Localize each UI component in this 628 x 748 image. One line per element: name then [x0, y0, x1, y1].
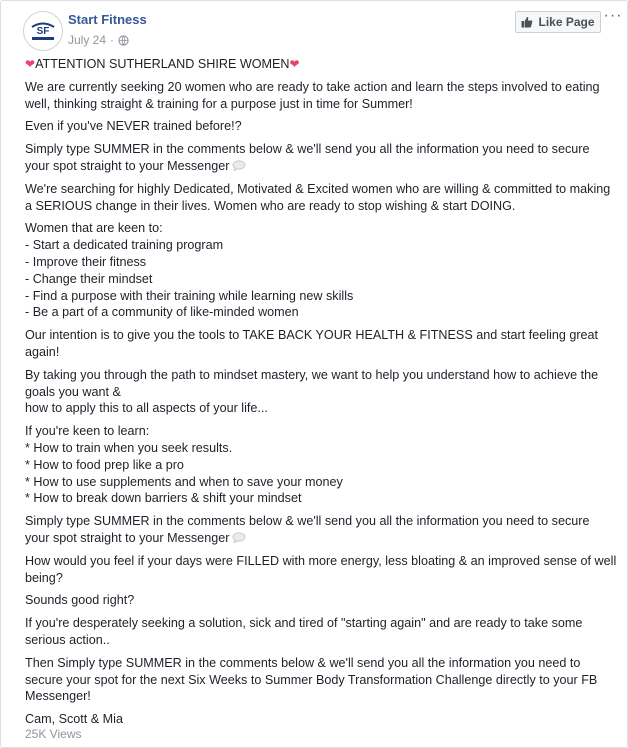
- post-paragraph: [25, 141, 617, 175]
- post-text: Even if you've NEVER trained before!?: [25, 119, 242, 134]
- heart-icon: ❤: [25, 57, 36, 71]
- speech-bubble-icon: [232, 160, 246, 171]
- page-name-link[interactable]: Start Fitness: [68, 12, 147, 27]
- post-text: ATTENTION SUTHERLAND SHIRE WOMEN: [35, 57, 290, 71]
- post-text-line: [25, 440, 617, 457]
- post-text-line: [25, 367, 617, 401]
- post-paragraph: [25, 181, 617, 215]
- start-fitness-logo: [24, 12, 62, 50]
- post-text-line: [25, 118, 617, 135]
- post-text-line: [25, 553, 617, 587]
- post-meta: [68, 33, 129, 47]
- post-text: Simply type SUMMER in the comments below & we'll send you all the information you need to secure your spot straight to your Messenger: [25, 142, 590, 173]
- post-header: [23, 7, 623, 51]
- post-paragraph: [25, 655, 617, 705]
- post-text: How would you feel if your days were FILLED with more energy, less bloating & an improved sense of well being?: [25, 553, 617, 585]
- post-text: If you're desperately seeking a solution, sick and tired of "starting again" and are ready to take some serious action..: [25, 616, 583, 647]
- post-text-line: [25, 79, 617, 113]
- post-text-line: [25, 288, 617, 305]
- post-text: * How to break down barriers & shift your mindset: [25, 491, 302, 506]
- post-text: We are currently seeking 20 women who are ready to take action and learn the steps involved to eating well, thinking straight & training for a purpose just in time for Summer!: [25, 79, 600, 111]
- post-paragraph: [25, 327, 617, 361]
- post-text: - Change their mindset: [25, 271, 153, 286]
- post-text-line: [25, 655, 617, 705]
- post-text-line: [25, 423, 617, 440]
- post-text: - Start a dedicated training program: [25, 238, 224, 253]
- post-text: Our intention is to give you the tools to TAKE BACK YOUR HEALTH & FITNESS and start feeling great again!: [25, 328, 599, 359]
- like-page-button[interactable]: [515, 11, 601, 33]
- post-text-line: [25, 711, 617, 728]
- post-date[interactable]: July 24: [68, 33, 107, 47]
- post-text-line: [25, 304, 617, 321]
- page-avatar[interactable]: [23, 11, 63, 51]
- heart-icon: ❤: [289, 57, 300, 71]
- post-paragraph: [25, 79, 617, 113]
- post-text: how to apply this to all aspects of your life...: [25, 401, 268, 416]
- speech-bubble-icon: [232, 532, 246, 543]
- post-text: * How to train when you seek results.: [25, 440, 233, 455]
- post-text: - Find a purpose with their training while learning new skills: [25, 288, 354, 303]
- like-page-label: Like Page: [538, 15, 595, 29]
- post-text: Sounds good right?: [25, 593, 135, 608]
- post-paragraph: [25, 592, 617, 609]
- post-text-line: [25, 141, 617, 175]
- post-text: * How to use supplements and when to save your money: [25, 474, 343, 489]
- post-text-line: [25, 474, 617, 491]
- post-text-line: [25, 490, 617, 507]
- post-paragraph: [25, 56, 617, 73]
- post-text-line: [25, 592, 617, 609]
- more-options-button[interactable]: ···: [603, 7, 623, 24]
- globe-icon: [118, 35, 129, 46]
- meta-separator: ·: [110, 33, 115, 47]
- post-text: * How to food prep like a pro: [25, 457, 184, 472]
- post-text-line: [25, 271, 617, 288]
- post-paragraph: [25, 615, 617, 649]
- post-text-line: [25, 237, 617, 254]
- post-paragraph: [25, 553, 617, 587]
- post-text: We're searching for highly Dedicated, Motivated & Excited women who are willing & committed to making a SERIOUS change in their lives. Women who are ready to stop wishing & start DOING.: [25, 181, 611, 213]
- post-paragraph: [25, 220, 617, 321]
- svg-text:SF: SF: [36, 26, 50, 37]
- post-text: Simply type SUMMER in the comments below & we'll send you all the information you need to secure your spot straight to your Messenger: [25, 514, 590, 545]
- post-paragraph: [25, 118, 617, 135]
- post-paragraph: [25, 513, 617, 547]
- post-text-line: [25, 457, 617, 474]
- post-text: By taking you through the path to mindset mastery, we want to help you understand how to achieve the goals you want &: [25, 367, 599, 399]
- post-text-line: [25, 400, 617, 417]
- post-paragraph: [25, 711, 617, 728]
- post-text-line: [25, 615, 617, 649]
- post-text: Cam, Scott & Mia: [25, 712, 123, 727]
- post-text: - Be a part of a community of like-minded women: [25, 305, 299, 320]
- post-text-line: [25, 181, 617, 215]
- post-text-line: [25, 513, 617, 547]
- post-text: If you're keen to learn:: [25, 424, 150, 439]
- post-text-line: [25, 254, 617, 271]
- post-paragraph: [25, 367, 617, 417]
- post-text-line: [25, 220, 617, 237]
- post-text: Then Simply type SUMMER in the comments below & we'll send you all the information you need to secure your spot for the next Six Weeks to Summer Body Transformation Challenge directly to your FB Messenger!: [25, 655, 598, 704]
- view-count: 25K Views: [25, 727, 82, 741]
- thumbs-up-icon: [521, 16, 533, 28]
- post-text-line: [25, 327, 617, 361]
- post-paragraph: [25, 423, 617, 507]
- post-text: Women that are keen to:: [25, 221, 163, 236]
- post-body: [25, 56, 617, 734]
- post-text-line: [25, 56, 617, 73]
- post-text: - Improve their fitness: [25, 254, 147, 269]
